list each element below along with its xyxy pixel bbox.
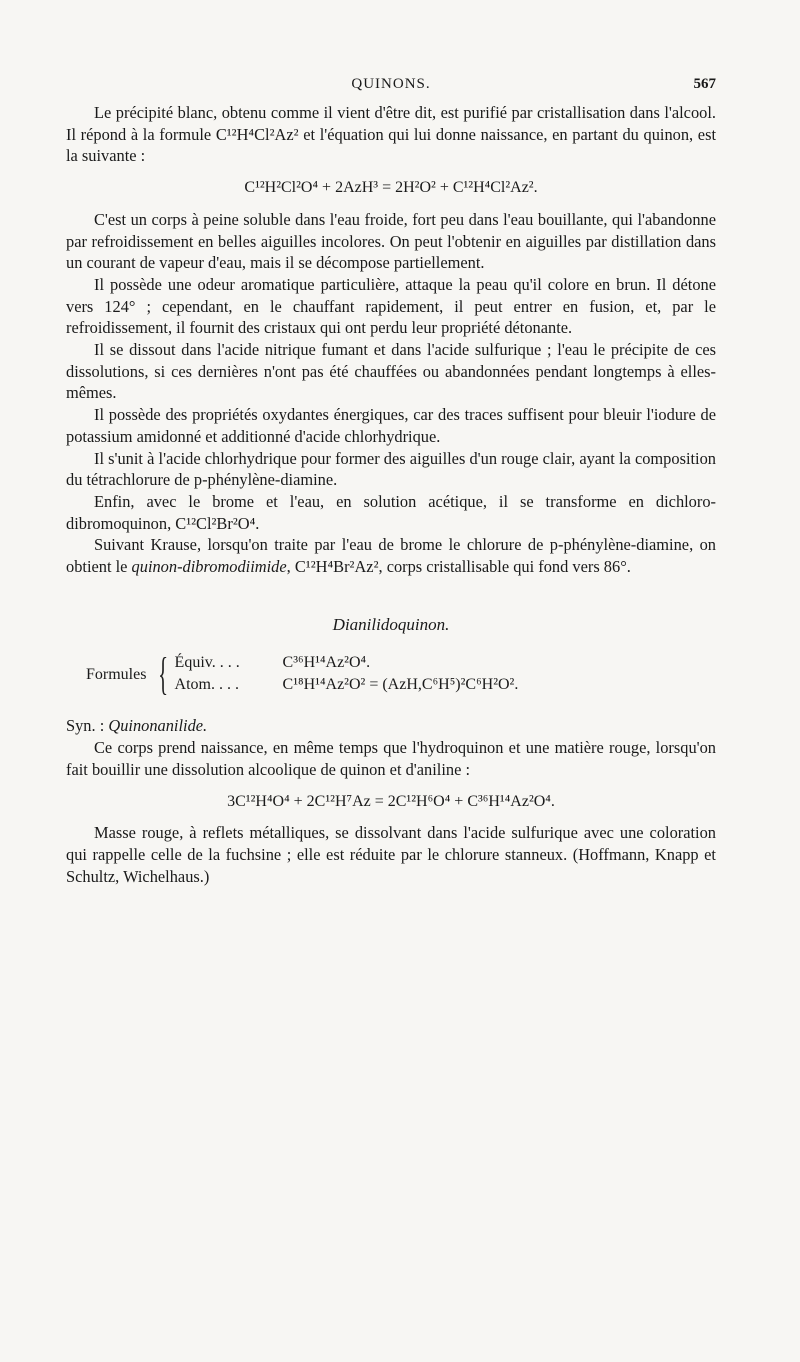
page-header [66,76,716,98]
equation: 3C¹²H⁴O⁴ + 2C¹²H⁷Az = 2C¹²H⁶O⁴ + C³⁶H¹⁴Az²O⁴. [227,792,555,810]
compound-name: quinon-dibromodiimide [131,557,287,577]
formula-key: Équiv. . . . [174,654,240,672]
paragraph: Ce corps prend naissance, en même temps que l'hydroquinon et une matière rouge, lorsqu'on fait bouillir une dissolution alcoolique de quinon et d'aniline : [66,738,716,779]
formula-row [175,652,519,674]
paragraph: Enfin, avec le brome et l'eau, en solution acétique, il se transforme en dichloro-dibromoquinon, C¹²Cl²Br²O⁴. [66,491,716,533]
paragraph: Il possède des propriétés oxydantes énergiques, car des traces suffisent pour bleuir l'iodure de potassium amidonné et additionné d'acide chlorhydrique. [66,405,716,446]
paragraph: Il s'unit à l'acide chlorhydrique pour former des aiguilles d'un rouge clair, ayant la composition du tétrachlorure de p-phénylène-diamine. [66,448,716,490]
text-run: , C¹²H⁴Br²Az², corps cristallisable qui fond vers 86°. [286,557,631,577]
synonym-label: Syn. : [66,716,109,736]
paragraph: C'est un corps à peine soluble dans l'eau froide, fort peu dans l'eau bouillante, qui l'abandonne par refroidissement en belles aiguilles incolores. On peut l'obtenir en aiguilles par distillation dans un courant de vapeur d'eau, mais il se décompose partiellement. [66,209,716,273]
synonym-value: Quinonanilide. [108,716,208,736]
synonym-line [66,715,716,737]
formula-value: C³⁶H¹⁴Az²O⁴. [282,654,371,672]
paragraph: Le précipité blanc, obtenu comme il vient d'être dit, est purifié par cristallisation dans l'alcool. Il répond à la formule C¹²H⁴Cl²Az² et l'équation qui lui donne naissance, en partant du quinon, est la suivante : [66,103,716,166]
paragraph: Il possède une odeur aromatique particulière, attaque la peau qu'il colore en brun. Il détone vers 124° ; cependant, en le chauffant rapidement, il peut entrer en fusion, et, par le refroidissement, il fournit des cristaux qui ont perdu leur propriété détonante. [66,274,716,338]
paragraph: Il se dissout dans l'acide nitrique fumant et dans l'acide sulfurique ; l'eau le précipite de ces dissolutions, si ces dernières n'ont pas été chauffées ou abandonnées pendant longtemps à elles-mêmes. [66,340,716,403]
section-title: Dianilidoquinon. [332,614,450,634]
paragraph [66,534,716,577]
page-number: 567 [693,76,716,92]
body-text [66,102,716,887]
formula-row [175,674,519,696]
running-title: QUINONS. [351,76,431,92]
equation: C¹²H²Cl²O⁴ + 2AzH³ = 2H²O² + C¹²H⁴Cl²Az². [244,179,538,197]
text-run: Suivant Krause, lorsqu'on traite par l'eau de brome le chlorure de p-phénylène-diamine, on obtient le [66,535,716,577]
formula-value: C¹⁸H¹⁴Az²O² = (AzH,C⁶H⁵)²C⁶H²O². [282,676,519,694]
formula-rows [175,652,519,696]
formulas-label: Formules [86,665,147,683]
brace-icon: { [158,648,169,700]
formulas-block [86,648,716,700]
formula-key: Atom. . . . [174,676,239,694]
paragraph: Masse rouge, à reflets métalliques, se dissolvant dans l'acide sulfurique avec une coloration qui rappelle celle de la fuchsine ; elle est réduite par le chlorure stanneux. (Hoffmann, Knapp et Schultz, Wichelhaus.) [66,823,716,886]
